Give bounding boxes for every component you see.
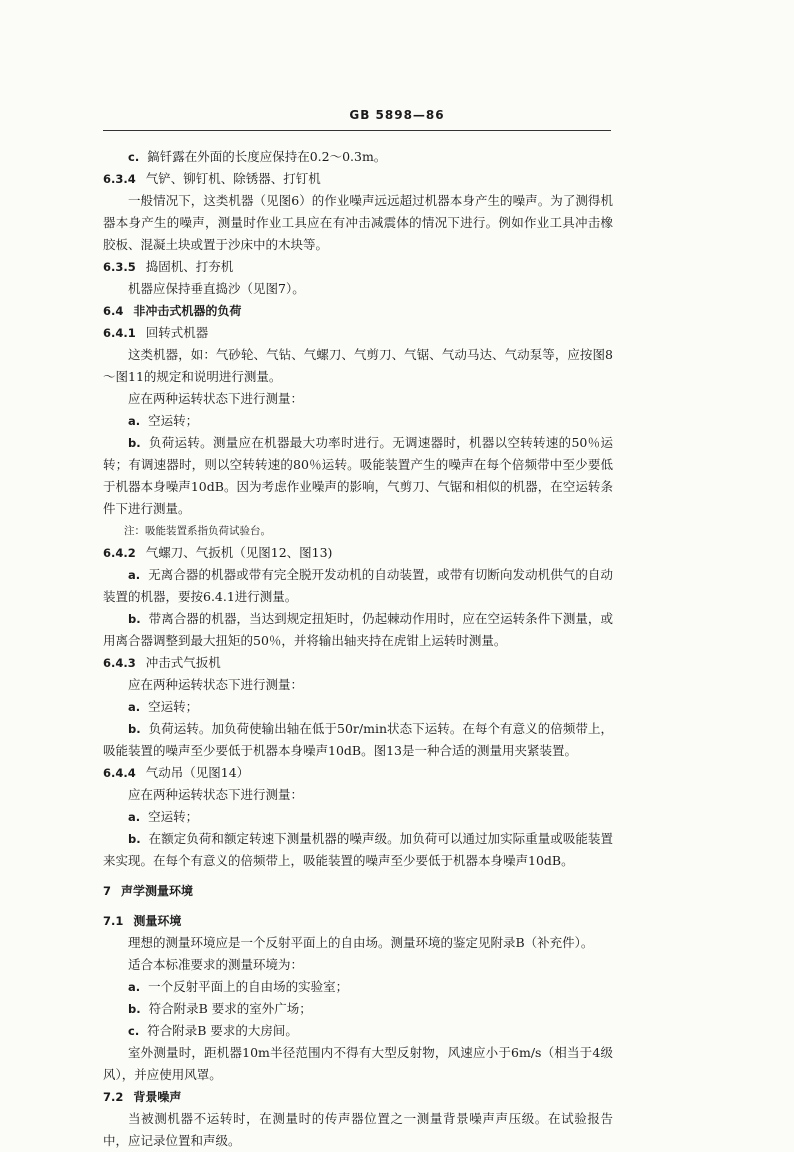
paragraph: 这类机器，如：气砂轮、气钻、气螺刀、气剪刀、气锯、气动马达、气动泵等，应按图8～图11的规定和说明进行测量。 — [103, 347, 613, 384]
section-number: 6.4.3 — [103, 656, 136, 670]
list-item-label: a. — [128, 700, 141, 714]
section-heading — [103, 168, 613, 190]
section-title: 回转式机器 — [145, 325, 209, 340]
list-item-label: a. — [128, 414, 141, 428]
list-item — [103, 564, 613, 608]
list-item-text: 符合附录B 要求的室外广场； — [148, 1001, 312, 1016]
section-heading — [103, 322, 613, 344]
list-item-label: a. — [128, 568, 141, 582]
section-number: 6.4.2 — [103, 546, 136, 560]
section-title: 气螺刀、气扳机（见图12、图13) — [145, 545, 333, 560]
section-title: 冲击式气扳机 — [145, 655, 221, 670]
chapter-heading — [103, 880, 613, 902]
section-number: 7 — [103, 884, 112, 898]
list-item — [103, 976, 613, 998]
list-item — [103, 1020, 613, 1042]
list-item — [103, 410, 613, 432]
list-item-text: 一个反射平面上的自由场的实验室； — [148, 979, 349, 994]
list-item — [103, 718, 613, 762]
paragraph: 适合本标准要求的测量环境为： — [128, 957, 304, 972]
paragraph: 一般情况下，这类机器（见图6）的作业噪声远远超过机器本身产生的噪声。为了测得机器本身产生的噪声，测量时作业工具应在有冲击减震体的情况下进行。例如作业工具冲击橡胶板、混凝土块或置于沙床中的木块等。 — [103, 193, 613, 252]
paragraph: 应在两种运转状态下进行测量： — [128, 787, 304, 802]
list-item-label: b. — [128, 612, 141, 626]
section-number: 6.4.1 — [103, 326, 136, 340]
section-heading — [103, 910, 613, 932]
section-number: 6.4.4 — [103, 766, 136, 780]
paragraph: 应在两种运转状态下进行测量： — [128, 677, 304, 692]
section-title: 声学测量环境 — [121, 884, 194, 898]
list-item-text: 空运转； — [148, 699, 199, 714]
section-heading — [103, 256, 613, 278]
list-item-label: b. — [128, 722, 141, 736]
list-item-text: 负荷运转。测量应在机器最大功率时进行。无调速器时，机器以空转转速的50％运转；有调速器时，则以空转转速的80％运转。吸能装置产生的噪声在每个倍频带中至少要低于机器本身噪声10dB。因为考虑作业噪声的影响，气剪刀、气锯和相似的机器，在空运转条件下进行测量。 — [103, 435, 613, 516]
section-heading — [103, 762, 613, 784]
section-title: 气铲、铆钉机、除锈器、打钉机 — [145, 171, 321, 186]
list-item-text: 鎬钎露在外面的长度应保持在0.2～0.3m。 — [147, 149, 387, 164]
section-title: 捣固机、打夯机 — [145, 259, 234, 274]
section-title: 气动吊（见图14） — [145, 765, 250, 780]
paragraph: 机器应保持垂直捣沙（见图7）。 — [128, 281, 305, 296]
section-number: 7.1 — [103, 914, 124, 928]
list-item-text: 空运转； — [148, 809, 199, 824]
note: 注：吸能装置系指负荷试验台。 — [124, 525, 271, 537]
paragraph: 室外测量时，距机器10m半径范围内不得有大型反射物，风速应小于6m/s（相当于4级风），并应使用风罩。 — [103, 1045, 613, 1082]
section-number: 6.3.5 — [103, 260, 136, 274]
paragraph: 当被测机器不运转时，在测量时的传声器位置之一测量背景噪声声压级。在试验报告中，应记录位置和声级。 — [103, 1111, 613, 1148]
document-body — [103, 146, 613, 1152]
list-item-label: a. — [128, 810, 141, 824]
list-item-label: c. — [128, 1024, 140, 1038]
list-item — [103, 806, 613, 828]
list-item-label: b. — [128, 832, 141, 846]
section-heading — [103, 300, 613, 322]
list-item-text: 带离合器的机器，当达到规定扭矩时，仍起棘动作用时，应在空运转条件下测量，或用离合器调整到最大扭矩的50％，并将输出轴夹持在虎钳上运转时测量。 — [103, 611, 613, 648]
list-item — [103, 608, 613, 652]
section-heading — [103, 652, 613, 674]
section-number: 6.3.4 — [103, 172, 136, 186]
section-heading — [103, 542, 613, 564]
paragraph: 应在两种运转状态下进行测量： — [128, 391, 304, 406]
list-item — [103, 998, 613, 1020]
page-header-code: GB 5898—86 — [349, 108, 445, 122]
list-item-label: c. — [128, 150, 140, 164]
list-item-text: 负荷运转。加负荷使输出轴在低于50r/min状态下运转。在每个有意义的倍频带上，吸能装置的噪声至少要低于机器本身噪声10dB。图13是一种合适的测量用夹紧装置。 — [103, 721, 613, 758]
section-title: 测量环境 — [133, 914, 182, 928]
list-item-label: a. — [128, 980, 141, 994]
section-title: 背景噪声 — [133, 1090, 182, 1104]
section-title: 非冲击式机器的负荷 — [133, 304, 242, 318]
list-item-label: b. — [128, 436, 141, 450]
list-item — [103, 146, 613, 168]
list-item — [103, 696, 613, 718]
list-item-text: 符合附录B 要求的大房间。 — [147, 1023, 298, 1038]
paragraph: 理想的测量环境应是一个反射平面上的自由场。测量环境的鉴定见附录B（补充件）。 — [128, 935, 594, 950]
list-item-text: 空运转； — [148, 413, 199, 428]
header-rule — [103, 130, 611, 131]
section-heading — [103, 1086, 613, 1108]
section-number: 6.4 — [103, 304, 124, 318]
list-item — [103, 432, 613, 520]
list-item-label: b. — [128, 1002, 141, 1016]
list-item-text: 在额定负荷和额定转速下测量机器的噪声级。加负荷可以通过加实际重量或吸能装置来实现。在每个有意义的倍频带上，吸能装置的噪声至少要低于机器本身噪声10dB。 — [103, 831, 613, 868]
list-item-text: 无离合器的机器或带有完全脱开发动机的自动装置，或带有切断向发动机供气的自动装置的机器，要按6.4.1进行测量。 — [103, 567, 613, 604]
list-item — [103, 828, 613, 872]
section-number: 7.2 — [103, 1090, 124, 1104]
